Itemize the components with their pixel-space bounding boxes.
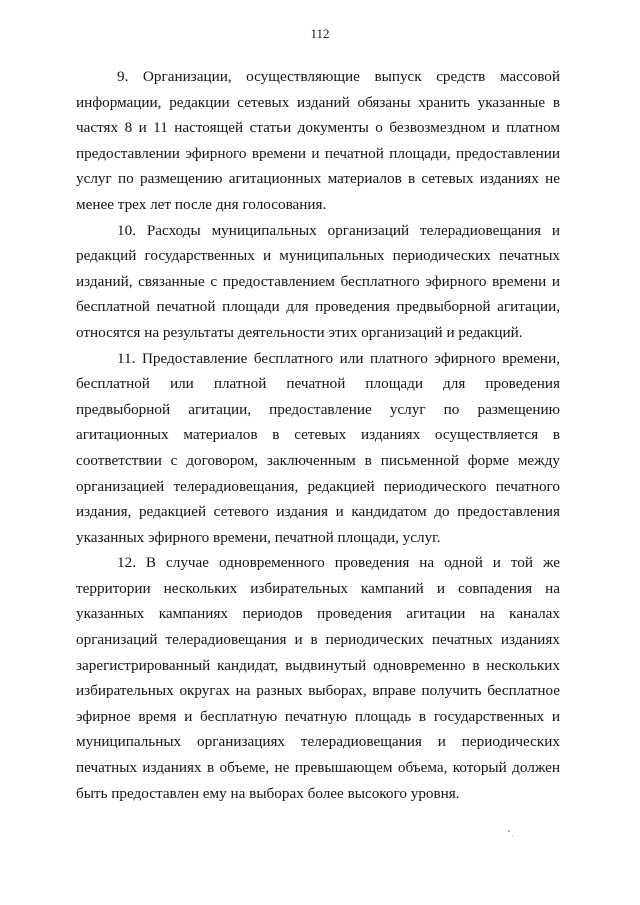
paragraph-11: 11. Предоставление бесплатного или платного эфирного времени, бесплатной или платной печатной площади для проведения предвыборной агитации, предоставление услуг по размещению агитационных материалов в сетевых изданиях осуществляется в соответствии с договором, заключенным в письменной форме между организацией телерадиовещания, редакцией периодического печатного издания, редакцией сетевого издания и кандидатом до предоставления указанных эфирного времени, печатной площади, услуг. — [76, 349, 560, 546]
scan-speck — [512, 836, 513, 837]
page-number: 112 — [310, 26, 330, 41]
paragraph-9: 9. Организации, осуществляющие выпуск средств массовой информации, редакции сетевых изданий обязаны хранить указанные в частях 8 и 11 настоящей статьи документы о безвозмездном и платном предоставлении эфирного времени и печатной площади, предоставлении услуг по размещению агитационных материалов в сетевых изданиях не менее трех лет после дня голосования. — [76, 68, 560, 213]
scan-speck — [508, 830, 510, 832]
document-body — [76, 64, 560, 806]
paragraph-10: 10. Расходы муниципальных организаций телерадиовещания и редакций государственных и муниципальных периодических печатных изданий, связанные с предоставлением бесплатного эфирного времени и бесплатной печатной площади для проведения предвыборной агитации, относятся на результаты деятельности этих организаций и редакций. — [76, 221, 560, 341]
paragraph-12: 12. В случае одновременного проведения на одной и той же территории нескольких избирательных кампаний и совпадения на указанных кампаниях периодов проведения агитации на каналах организаций телерадиовещания и в периодических печатных изданиях зарегистрированный кандидат, выдвинутый одновременно в нескольких избирательных округах на разных выборах, вправе получить бесплатное эфирное время и бесплатную печатную площадь в государственных и муниципальных организациях телерадиовещания и периодических печатных изданиях в объеме, не превышающем объема, который должен быть предоставлен ему на выборах более высокого уровня. — [76, 554, 560, 802]
